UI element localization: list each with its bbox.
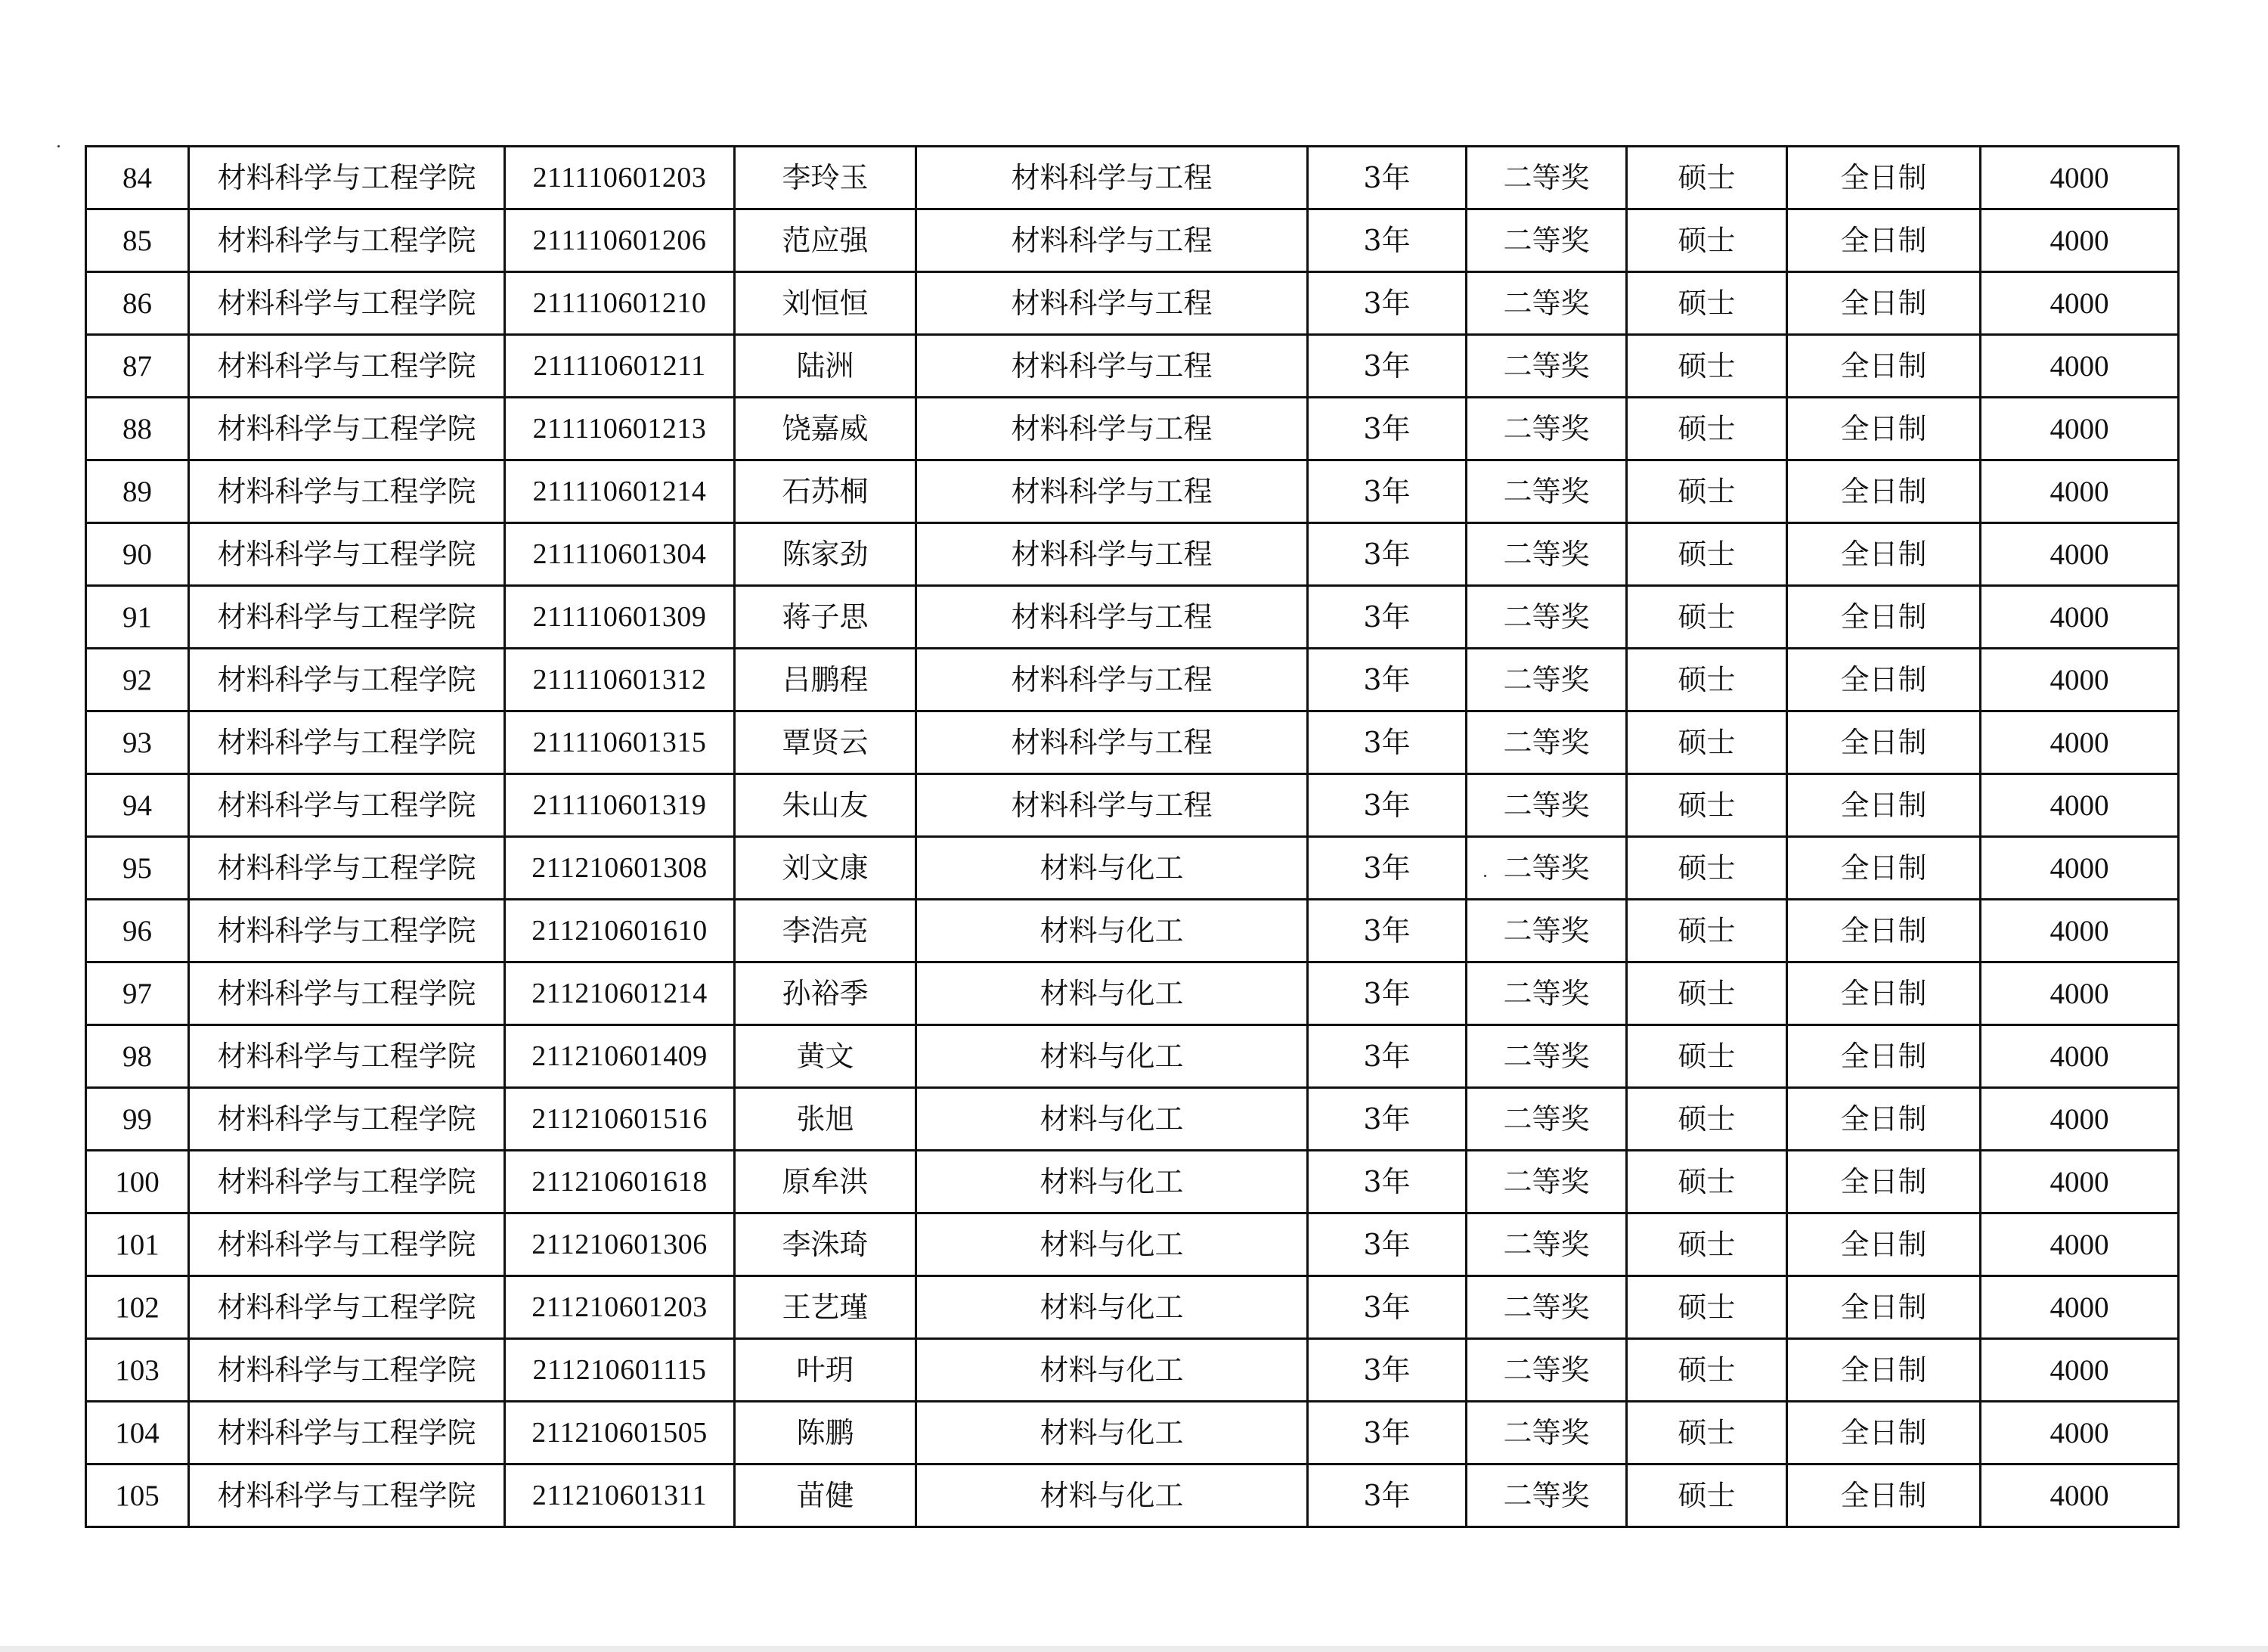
study-mode-cell: 全日制 [1787,774,1981,837]
student-name-cell: 陈鹏 [735,1402,916,1464]
student-name-cell: 李玲玉 [735,147,916,209]
college-cell: 材料科学与工程学院 [189,1213,505,1276]
student-name-cell: 孙裕季 [735,962,916,1025]
row-number-cell: 99 [86,1088,189,1151]
program-years-cell: 3年 [1308,774,1467,837]
student-id-cell: 211110601210 [505,272,735,335]
row-number-cell: 88 [86,398,189,460]
study-mode-cell: 全日制 [1787,1088,1981,1151]
major-cell: 材料科学与工程 [916,649,1308,711]
row-number-cell: 93 [86,711,189,774]
program-years-cell: 3年 [1308,1151,1467,1213]
amount-cell: 4000 [1981,272,2179,335]
table-row [86,774,2179,837]
table-row [86,272,2179,335]
award-level-cell: 二等奖 [1467,523,1627,586]
amount-cell: 4000 [1981,460,2179,523]
amount-cell: 4000 [1981,1025,2179,1088]
program-years-cell: 3年 [1308,398,1467,460]
amount-cell: 4000 [1981,335,2179,398]
scholarship-table [85,145,2180,1528]
row-number-cell: 96 [86,900,189,962]
table-row [86,711,2179,774]
study-mode-cell: 全日制 [1787,900,1981,962]
study-mode-cell: 全日制 [1787,1025,1981,1088]
student-id-cell: 211110601211 [505,335,735,398]
study-mode-cell: 全日制 [1787,1151,1981,1213]
program-years-cell: 3年 [1308,209,1467,272]
amount-cell: 4000 [1981,1276,2179,1339]
program-years-cell: 3年 [1308,460,1467,523]
program-years-cell: 3年 [1308,272,1467,335]
table-row [86,1213,2179,1276]
study-mode-cell: 全日制 [1787,1276,1981,1339]
award-level-cell: 二等奖 [1467,837,1627,900]
table-row [86,1088,2179,1151]
program-years-cell: 3年 [1308,1339,1467,1402]
student-id-cell: 211210601306 [505,1213,735,1276]
study-mode-cell: 全日制 [1787,837,1981,900]
college-cell: 材料科学与工程学院 [189,272,505,335]
program-years-cell: 3年 [1308,335,1467,398]
table-row [86,962,2179,1025]
amount-cell: 4000 [1981,1464,2179,1527]
student-name-cell: 李洙琦 [735,1213,916,1276]
row-number-cell: 94 [86,774,189,837]
major-cell: 材料与化工 [916,1151,1308,1213]
student-id-cell: 211210601610 [505,900,735,962]
amount-cell: 4000 [1981,711,2179,774]
student-id-cell: 211110601213 [505,398,735,460]
row-number-cell: 97 [86,962,189,1025]
student-name-cell: 刘文康 [735,837,916,900]
row-number-cell: 84 [86,147,189,209]
row-number-cell: 90 [86,523,189,586]
student-name-cell: 陈家劲 [735,523,916,586]
college-cell: 材料科学与工程学院 [189,460,505,523]
college-cell: 材料科学与工程学院 [189,1088,505,1151]
award-level-cell: 二等奖 [1467,335,1627,398]
program-years-cell: 3年 [1308,1402,1467,1464]
program-years-cell: 3年 [1308,1213,1467,1276]
row-number-cell: 101 [86,1213,189,1276]
student-id-cell: 211110601315 [505,711,735,774]
college-cell: 材料科学与工程学院 [189,1276,505,1339]
major-cell: 材料与化工 [916,1025,1308,1088]
study-mode-cell: 全日制 [1787,962,1981,1025]
student-name-cell: 张旭 [735,1088,916,1151]
row-number-cell: 100 [86,1151,189,1213]
student-id-cell: 211110601312 [505,649,735,711]
student-name-cell: 朱山友 [735,774,916,837]
degree-cell: 硕士 [1627,1088,1787,1151]
award-level-cell: 二等奖 [1467,398,1627,460]
amount-cell: 4000 [1981,900,2179,962]
table-row [86,460,2179,523]
major-cell: 材料科学与工程 [916,586,1308,649]
table-row [86,837,2179,900]
degree-cell: 硕士 [1627,1213,1787,1276]
degree-cell: 硕士 [1627,837,1787,900]
award-level-cell: 二等奖 [1467,209,1627,272]
major-cell: 材料与化工 [916,1088,1308,1151]
degree-cell: 硕士 [1627,774,1787,837]
major-cell: 材料科学与工程 [916,711,1308,774]
student-name-cell: 饶嘉威 [735,398,916,460]
table-row [86,1339,2179,1402]
row-number-cell: 102 [86,1276,189,1339]
degree-cell: 硕士 [1627,398,1787,460]
major-cell: 材料科学与工程 [916,460,1308,523]
program-years-cell: 3年 [1308,649,1467,711]
college-cell: 材料科学与工程学院 [189,774,505,837]
table-row [86,398,2179,460]
program-years-cell: 3年 [1308,1088,1467,1151]
row-number-cell: 92 [86,649,189,711]
major-cell: 材料与化工 [916,1464,1308,1527]
study-mode-cell: 全日制 [1787,1464,1981,1527]
degree-cell: 硕士 [1627,586,1787,649]
major-cell: 材料科学与工程 [916,335,1308,398]
major-cell: 材料科学与工程 [916,523,1308,586]
degree-cell: 硕士 [1627,523,1787,586]
amount-cell: 4000 [1981,649,2179,711]
degree-cell: 硕士 [1627,272,1787,335]
program-years-cell: 3年 [1308,1276,1467,1339]
study-mode-cell: 全日制 [1787,1402,1981,1464]
program-years-cell: 3年 [1308,837,1467,900]
award-level-cell: 二等奖 [1467,147,1627,209]
study-mode-cell: 全日制 [1787,649,1981,711]
student-name-cell: 范应强 [735,209,916,272]
college-cell: 材料科学与工程学院 [189,711,505,774]
major-cell: 材料科学与工程 [916,774,1308,837]
row-number-cell: 104 [86,1402,189,1464]
degree-cell: 硕士 [1627,460,1787,523]
award-level-cell: 二等奖 [1467,711,1627,774]
student-name-cell: 叶玥 [735,1339,916,1402]
degree-cell: 硕士 [1627,1276,1787,1339]
study-mode-cell: 全日制 [1787,335,1981,398]
award-level-cell: 二等奖 [1467,1402,1627,1464]
study-mode-cell: 全日制 [1787,523,1981,586]
row-number-cell: 91 [86,586,189,649]
table-row [86,335,2179,398]
student-name-cell: 吕鹏程 [735,649,916,711]
student-id-cell: 211210601516 [505,1088,735,1151]
program-years-cell: 3年 [1308,523,1467,586]
degree-cell: 硕士 [1627,900,1787,962]
table-row [86,1464,2179,1527]
student-name-cell: 苗健 [735,1464,916,1527]
study-mode-cell: 全日制 [1787,586,1981,649]
college-cell: 材料科学与工程学院 [189,962,505,1025]
amount-cell: 4000 [1981,962,2179,1025]
program-years-cell: 3年 [1308,962,1467,1025]
degree-cell: 硕士 [1627,1464,1787,1527]
student-id-cell: 211110601319 [505,774,735,837]
degree-cell: 硕士 [1627,1025,1787,1088]
degree-cell: 硕士 [1627,209,1787,272]
major-cell: 材料科学与工程 [916,398,1308,460]
college-cell: 材料科学与工程学院 [189,209,505,272]
amount-cell: 4000 [1981,1402,2179,1464]
row-number-cell: 95 [86,837,189,900]
award-level-cell: 二等奖 [1467,962,1627,1025]
award-level-cell: 二等奖 [1467,900,1627,962]
student-name-cell: 原牟洪 [735,1151,916,1213]
student-name-cell: 蒋子思 [735,586,916,649]
college-cell: 材料科学与工程学院 [189,586,505,649]
college-cell: 材料科学与工程学院 [189,1025,505,1088]
degree-cell: 硕士 [1627,335,1787,398]
student-id-cell: 211110601304 [505,523,735,586]
row-number-cell: 85 [86,209,189,272]
college-cell: 材料科学与工程学院 [189,649,505,711]
college-cell: 材料科学与工程学院 [189,398,505,460]
major-cell: 材料与化工 [916,837,1308,900]
program-years-cell: 3年 [1308,711,1467,774]
student-name-cell: 黄文 [735,1025,916,1088]
student-id-cell: 211210601115 [505,1339,735,1402]
award-level-cell: 二等奖 [1467,649,1627,711]
college-cell: 材料科学与工程学院 [189,1151,505,1213]
student-id-cell: 211110601214 [505,460,735,523]
student-id-cell: 211210601203 [505,1276,735,1339]
program-years-cell: 3年 [1308,900,1467,962]
row-number-cell: 87 [86,335,189,398]
table-body [86,147,2179,1527]
major-cell: 材料科学与工程 [916,209,1308,272]
degree-cell: 硕士 [1627,962,1787,1025]
amount-cell: 4000 [1981,1213,2179,1276]
table-row [86,1276,2179,1339]
degree-cell: 硕士 [1627,1151,1787,1213]
student-id-cell: 211210601618 [505,1151,735,1213]
table-row [86,147,2179,209]
award-level-cell: 二等奖 [1467,1088,1627,1151]
scan-speck [57,145,60,147]
college-cell: 材料科学与工程学院 [189,1339,505,1402]
amount-cell: 4000 [1981,209,2179,272]
student-name-cell: 王艺瑾 [735,1276,916,1339]
program-years-cell: 3年 [1308,1025,1467,1088]
amount-cell: 4000 [1981,523,2179,586]
award-level-cell: 二等奖 [1467,1276,1627,1339]
major-cell: 材料科学与工程 [916,272,1308,335]
amount-cell: 4000 [1981,1088,2179,1151]
major-cell: 材料与化工 [916,962,1308,1025]
degree-cell: 硕士 [1627,711,1787,774]
table-row [86,900,2179,962]
amount-cell: 4000 [1981,1339,2179,1402]
award-level-cell: 二等奖 [1467,1151,1627,1213]
amount-cell: 4000 [1981,586,2179,649]
table-row [86,523,2179,586]
amount-cell: 4000 [1981,398,2179,460]
student-name-cell: 石苏桐 [735,460,916,523]
college-cell: 材料科学与工程学院 [189,335,505,398]
study-mode-cell: 全日制 [1787,272,1981,335]
award-level-cell: 二等奖 [1467,1464,1627,1527]
row-number-cell: 98 [86,1025,189,1088]
amount-cell: 4000 [1981,837,2179,900]
program-years-cell: 3年 [1308,147,1467,209]
award-level-cell: 二等奖 [1467,1213,1627,1276]
table-row [86,1402,2179,1464]
program-years-cell: 3年 [1308,1464,1467,1527]
study-mode-cell: 全日制 [1787,209,1981,272]
student-id-cell: 211210601311 [505,1464,735,1527]
row-number-cell: 89 [86,460,189,523]
student-id-cell: 211210601214 [505,962,735,1025]
award-level-cell: 二等奖 [1467,272,1627,335]
award-level-cell: 二等奖 [1467,1025,1627,1088]
award-level-cell: 二等奖 [1467,1339,1627,1402]
major-cell: 材料与化工 [916,1339,1308,1402]
study-mode-cell: 全日制 [1787,460,1981,523]
college-cell: 材料科学与工程学院 [189,523,505,586]
row-number-cell: 105 [86,1464,189,1527]
award-level-cell: 二等奖 [1467,460,1627,523]
table-row [86,1151,2179,1213]
college-cell: 材料科学与工程学院 [189,1402,505,1464]
degree-cell: 硕士 [1627,147,1787,209]
table-row [86,209,2179,272]
major-cell: 材料与化工 [916,1213,1308,1276]
study-mode-cell: 全日制 [1787,1339,1981,1402]
degree-cell: 硕士 [1627,649,1787,711]
table-row [86,649,2179,711]
study-mode-cell: 全日制 [1787,147,1981,209]
student-id-cell: 211210601505 [505,1402,735,1464]
award-level-cell: 二等奖 [1467,586,1627,649]
student-id-cell: 211210601308 [505,837,735,900]
table-row [86,586,2179,649]
student-name-cell: 陆洲 [735,335,916,398]
college-cell: 材料科学与工程学院 [189,900,505,962]
college-cell: 材料科学与工程学院 [189,837,505,900]
student-name-cell: 刘恒恒 [735,272,916,335]
student-id-cell: 211110601309 [505,586,735,649]
major-cell: 材料与化工 [916,1402,1308,1464]
table-row [86,1025,2179,1088]
major-cell: 材料与化工 [916,900,1308,962]
amount-cell: 4000 [1981,774,2179,837]
program-years-cell: 3年 [1308,586,1467,649]
college-cell: 材料科学与工程学院 [189,147,505,209]
student-id-cell: 211110601206 [505,209,735,272]
college-cell: 材料科学与工程学院 [189,1464,505,1527]
study-mode-cell: 全日制 [1787,1213,1981,1276]
student-name-cell: 覃贤云 [735,711,916,774]
scan-edge [0,1646,2268,1652]
study-mode-cell: 全日制 [1787,711,1981,774]
study-mode-cell: 全日制 [1787,398,1981,460]
student-name-cell: 李浩亮 [735,900,916,962]
row-number-cell: 103 [86,1339,189,1402]
student-id-cell: 211110601203 [505,147,735,209]
amount-cell: 4000 [1981,147,2179,209]
award-level-cell: 二等奖 [1467,774,1627,837]
student-id-cell: 211210601409 [505,1025,735,1088]
major-cell: 材料科学与工程 [916,147,1308,209]
major-cell: 材料与化工 [916,1276,1308,1339]
degree-cell: 硕士 [1627,1339,1787,1402]
row-number-cell: 86 [86,272,189,335]
degree-cell: 硕士 [1627,1402,1787,1464]
amount-cell: 4000 [1981,1151,2179,1213]
